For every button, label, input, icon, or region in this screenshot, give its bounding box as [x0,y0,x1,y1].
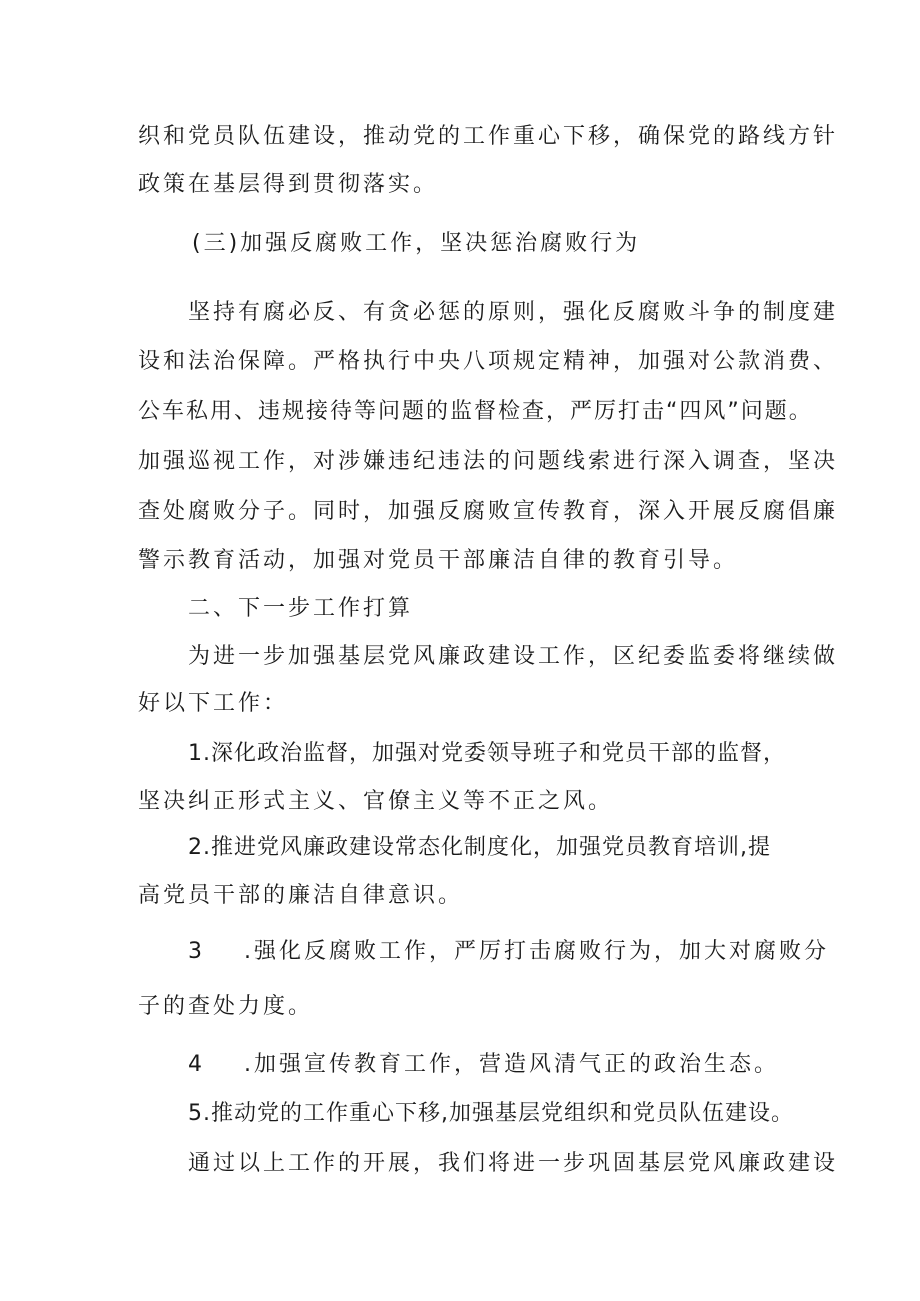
list-item-2-text: .推进党风廉政建设常态化制度化，加强党员教育培训,提 [203,835,771,860]
intro-line-1: 织和党员队伍建设，推动党的工作重心下移，确保党的路线方针 [138,124,839,149]
list-item-4-number: 4 [188,1052,205,1077]
next-steps-intro-line-1: 为进一步加强基层党风廉政建设工作，区纪委监委将继续做 [188,644,839,669]
section-3-para-line-2: 设和法治保障。严格执行中央八项规定精神，加强对公款消费、 [138,349,839,374]
intro-line-2: 政策在基层得到贯彻落实。 [138,172,439,197]
list-item-1-number: 1 [188,741,203,766]
list-item-2-line-1 [188,833,771,863]
list-item-3-text: .强化反腐败工作，严厉打击腐败行为，加大对腐败分 [244,939,829,964]
section-3-heading: (三)加强反腐败工作，坚决惩治腐败行为 [192,231,641,256]
list-item-3-line-1 [188,937,829,967]
next-steps-intro-line-2: 好以下工作： [138,691,289,716]
list-item-1-line-2: 坚决纠正形式主义、官僚主义等不正之风。 [138,789,614,814]
list-item-5-text: .推动党的工作重心下移,加强基层党组织和党员队伍建设。 [203,1101,794,1126]
list-item-1-text: .深化政治监督，加强对党委领导班子和党员干部的监督， [203,741,786,766]
list-item-4-line-1 [188,1050,779,1080]
section-3-para-line-5: 查处腐败分子。同时，加强反腐败宣传教育，深入开展反腐倡廉 [138,499,839,524]
list-item-1-line-1 [188,739,786,769]
list-item-2-line-2: 高党员干部的廉洁自律意识。 [138,883,464,908]
list-item-3-line-2: 子的查处力度。 [138,994,314,1019]
section-3-para-line-4: 加强巡视工作，对涉嫌违纪违法的问题线索进行深入调查，坚决 [138,449,839,474]
section-3-para-line-3: 公车私用、违规接待等问题的监督检查，严厉打击“四风”问题。 [138,399,813,424]
list-item-4-text: .加强宣传教育工作，营造风清气正的政治生态。 [244,1052,779,1077]
section-3-para-line-6: 警示教育活动，加强对党员干部廉洁自律的教育引导。 [138,548,739,573]
list-item-2-number: 2 [188,835,203,860]
closing-line: 通过以上工作的开展，我们将进一步巩固基层党风廉政建设 [188,1151,839,1176]
section-3-para-line-1: 坚持有腐必反、有贪必惩的原则，强化反腐败斗争的制度建 [188,300,839,325]
list-item-5-line-1 [188,1099,794,1129]
next-steps-heading: 二、下一步工作打算 [188,596,414,621]
list-item-3-number: 3 [188,939,205,964]
list-item-5-number: 5 [188,1101,203,1126]
